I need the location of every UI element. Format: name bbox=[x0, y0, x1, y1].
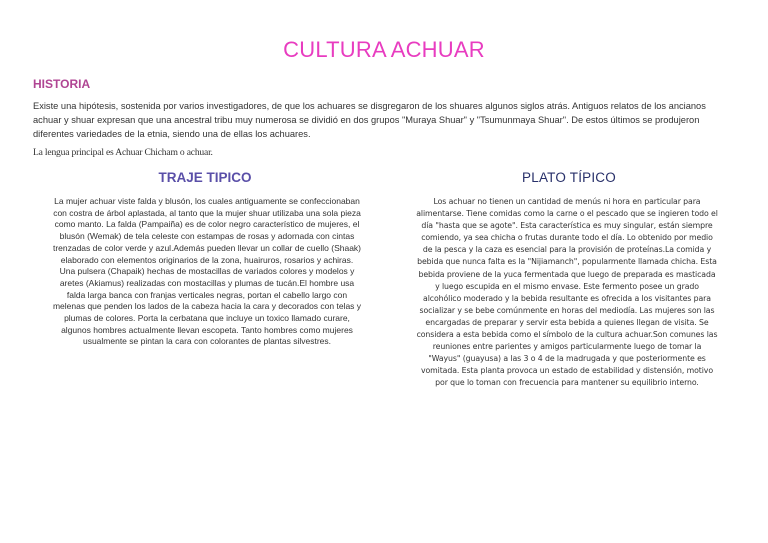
language-note: La lengua principal es Achuar Chicham o achuar. bbox=[33, 147, 213, 158]
traje-text: La mujer achuar viste falda y blusón, los cuales antiguamente se confeccionaban con costra de árbol aplastada, al tanto que la mujer shuar utilizaba una sola pieza como manto. La falda (Pampaiña) es de color negro característico de mujeres, el blusón (Wemak) de tela celeste con estampas de rosas y adornada con cintas trenzadas de color verde y azul.Además pueden llevar un collar de cuello (Shaak) elaborado con elementos originarios de la zona, huairuros, rosarios y achiras. Una pulsera (Chapaik) hechas de mostacillas de variados colores y modelos y aretes (Akiamus) realizadas con mostacillas y plumas de tucán.El hombre usa falda larga banca con franjas verticales negras, portan el cabello largo con melenas que penden los lados de la cabeza hacia la cara y decorados con telas y plumas de colores. Porta la cerbatana que incluye un toxico llamado curare, algunos hombres actualmente llevan escopeta. Tanto hombres como mujeres usualmente se pintan la cara con colorantes de plantas silvestres. bbox=[52, 196, 362, 347]
plato-heading: PLATO TÍPICO bbox=[522, 170, 616, 185]
historia-paragraph: Existe una hipótesis, sostenida por varios investigadores, de que los achuares se disgregaron de los shuares algunos siglos atrás. Antiguos relatos de los ancianos achuar y shuar expresan que una ancestral tribu muy numerosa se dividió en dos grupos "Muraya Shuar" y "Tsumunmaya Shuar". De estos últimos se produjeron diferentes variedades de la etnia, siendo una de ellas los achuares. bbox=[33, 101, 706, 139]
traje-heading: TRAJE TIPICO bbox=[158, 170, 252, 185]
historia-heading: HISTORIA bbox=[33, 77, 91, 91]
plato-text: Los achuar no tienen un cantidad de menús ni hora en particular para alimentarse. Tiene comidas como la carne o el pescado que se ingieren todo el día "hasta que se agote". Esta característica es muy singular, están siempre comiendo, ya sea chicha o frutas durante todo el día. Lo obtenido por medio de la pesca y la caza es esencial para la provisión de proteínas.La comida y bebida que nunca falta es la "Nijiamanch", popularmente llamada chicha. Esta bebida proviene de la yuca fermentada que luego de preparada es masticada y luego escupida en el mismo envase. Este fermento posee un grado alcohólico moderado y la bebida resultante es ofrecida a los visitantes para socializar y se bebe comúnmente en horas del mediodía. Las mujeres son las encargadas de preparar y servir esta bebida a quienes llegan de visita. Se considera a esta bebida como el símbolo de la cultura achuar.Son comunes las reuniones entre parientes y amigos particularmente luego de tomar la "Wayus" (guayusa) a las 3 o 4 de la madrugada y que posteriormente es vomitada. Esta planta provoca un estado de estabilidad y distensión, motivo por que lo toman con frecuencia para mantener su equilibrio interno. bbox=[416, 197, 718, 388]
page-title: CULTURA ACHUAR bbox=[283, 37, 485, 62]
